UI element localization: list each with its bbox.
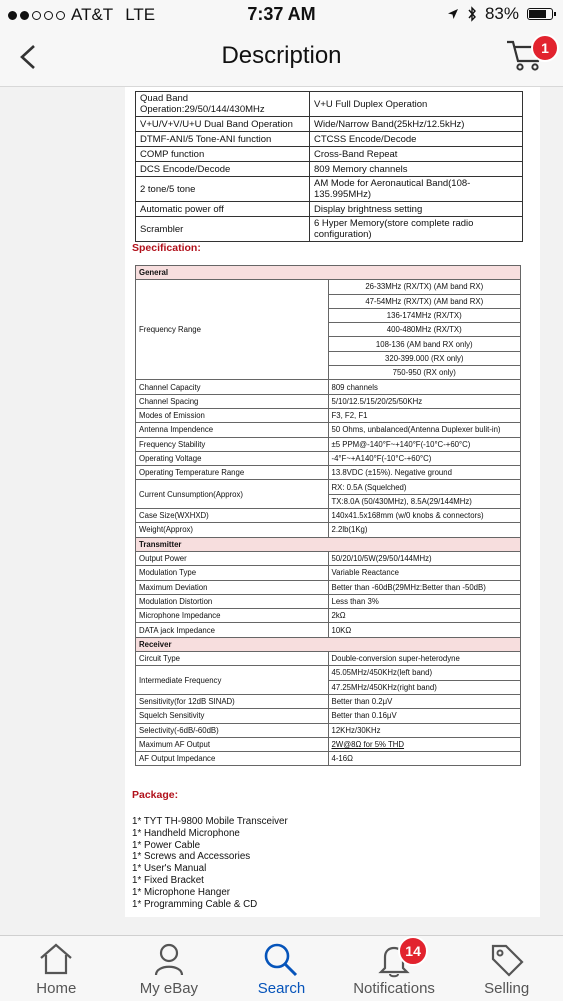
tab-notifications[interactable] xyxy=(338,936,451,1001)
feature-left: DTMF-ANI/5 Tone-ANI function xyxy=(136,132,310,147)
spec-label: Channel Spacing xyxy=(136,394,329,408)
frequency-range-value: 47-54MHz (RX/TX) (AM band RX) xyxy=(328,294,521,308)
package-title: Package: xyxy=(132,789,179,801)
tab-my-ebay-label: My eBay xyxy=(139,980,199,997)
spec-row xyxy=(136,723,521,737)
spec-row xyxy=(136,566,521,580)
intermediate-frequency-value: 45.05MHz/450KHz(left band) xyxy=(328,666,521,680)
feature-left: V+U/V+V/U+U Dual Band Operation xyxy=(136,117,310,132)
feature-row xyxy=(136,162,523,177)
package-item: 1* Microphone Hanger xyxy=(132,886,231,898)
bluetooth-icon xyxy=(467,6,477,22)
spec-row xyxy=(136,408,521,422)
spec-value: -4°F~+A140°F(-10°C-+60°C) xyxy=(328,451,521,465)
feature-row xyxy=(136,92,523,117)
spec-row xyxy=(136,737,521,751)
spec-row xyxy=(136,423,521,437)
cart-count-badge: 1 xyxy=(531,34,559,62)
spec-value: 2kΩ xyxy=(328,609,521,623)
navigation-bar xyxy=(0,30,563,87)
feature-right: CTCSS Encode/Decode xyxy=(310,132,523,147)
tab-search-label: Search xyxy=(257,980,306,997)
carrier-label: AT&T xyxy=(71,5,114,24)
feature-right: AM Mode for Aeronautical Band(108-135.995MHz) xyxy=(310,177,523,202)
specification-table xyxy=(135,265,521,766)
spec-row xyxy=(136,580,521,594)
spec-row xyxy=(136,466,521,480)
tab-my-ebay[interactable] xyxy=(113,936,226,1001)
feature-right: Cross-Band Repeat xyxy=(310,147,523,162)
spec-value: 50/20/10/5W(29/50/144MHz) xyxy=(328,551,521,565)
description-content xyxy=(125,87,540,917)
feature-left: Quad Band Operation:29/50/144/430MHz xyxy=(136,92,310,117)
frequency-range-value: 400-480MHz (RX/TX) xyxy=(328,323,521,337)
spec-row xyxy=(136,523,521,537)
package-item: 1* User's Manual xyxy=(132,863,207,875)
search-icon xyxy=(263,942,299,978)
feature-row xyxy=(136,202,523,217)
spec-label: Circuit Type xyxy=(136,652,329,666)
package-item: 1* Fixed Bracket xyxy=(132,874,204,886)
feature-row xyxy=(136,177,523,202)
home-icon xyxy=(38,942,74,976)
current-consumption-value: RX: 0.5A (Squelched) xyxy=(328,480,521,494)
spec-value: Variable Reactance xyxy=(328,566,521,580)
tab-home-label: Home xyxy=(36,980,77,997)
tab-home[interactable] xyxy=(0,936,113,1001)
spec-label: Modulation Distortion xyxy=(136,594,329,608)
package-item: 1* Screws and Accessories xyxy=(132,851,251,863)
feature-left: COMP function xyxy=(136,147,310,162)
spec-row xyxy=(136,623,521,637)
spec-value: F3, F2, F1 xyxy=(328,408,521,422)
package-item: 1* Programming Cable & CD xyxy=(132,898,258,910)
spec-value: 50 Ohms, unbalanced(Antenna Duplexer bulit-in) xyxy=(328,423,521,437)
frequency-range-value: 136-174MHz (RX/TX) xyxy=(328,308,521,322)
package-item: 1* Power Cable xyxy=(132,839,201,851)
frequency-range-value: 320-399.000 (RX only) xyxy=(328,351,521,365)
feature-row xyxy=(136,132,523,147)
spec-label: Maximum Deviation xyxy=(136,580,329,594)
spec-label: Sensitivity(for 12dB SINAD) xyxy=(136,694,329,708)
spec-value: Better than 0.16μV xyxy=(328,709,521,723)
spec-label: Weight(Approx) xyxy=(136,523,329,537)
receiver-header: Receiver xyxy=(136,637,521,651)
current-consumption-value: TX:8.0A (50/430MHz), 8.5A(29/144MHz) xyxy=(328,494,521,508)
feature-right: 809 Memory channels xyxy=(310,162,523,177)
page-title: Description xyxy=(221,42,342,69)
feature-right: Display brightness setting xyxy=(310,202,523,217)
spec-value: 13.8VDC (±15%). Negative ground xyxy=(328,466,521,480)
spec-label: DATA jack Impedance xyxy=(136,623,329,637)
spec-label: Modes of Emission xyxy=(136,408,329,422)
feature-row xyxy=(136,117,523,132)
spec-label: Antenna Impendence xyxy=(136,423,329,437)
cart-button[interactable] xyxy=(505,36,549,79)
status-bar xyxy=(0,0,563,30)
battery-percent: 83% xyxy=(484,4,519,23)
spec-row xyxy=(136,594,521,608)
spec-value: 10KΩ xyxy=(328,623,521,637)
feature-left: Scrambler xyxy=(136,217,310,242)
spec-label: Output Power xyxy=(136,551,329,565)
spec-value: 5/10/12.5/15/20/25/50KHz xyxy=(328,394,521,408)
spec-label: Squelch Sensitivity xyxy=(136,709,329,723)
features-table xyxy=(135,91,523,242)
intermediate-frequency-label: Intermediate Frequency xyxy=(136,666,329,695)
package-item: 1* Handheld Microphone xyxy=(132,827,240,839)
spec-row xyxy=(136,380,521,394)
feature-right: V+U Full Duplex Operation xyxy=(310,92,523,117)
feature-right: Wide/Narrow Band(25kHz/12.5kHz) xyxy=(310,117,523,132)
spec-row xyxy=(136,437,521,451)
spec-label: Microphone Impedance xyxy=(136,609,329,623)
spec-label: Case Size(WXHXD) xyxy=(136,509,329,523)
spec-value: ±5 PPM@-140°F~+140°F(-10°C-+60°C) xyxy=(328,437,521,451)
spec-value: 140x41.5x168mm (w/0 knobs & connectors) xyxy=(328,509,521,523)
frequency-range-value: 750-950 (RX only) xyxy=(328,366,521,380)
feature-row xyxy=(136,147,523,162)
spec-value: Better than 0.2μV xyxy=(328,694,521,708)
tab-bar xyxy=(0,935,563,1001)
intermediate-frequency-value: 47.25MHz/450KHz(right band) xyxy=(328,680,521,694)
battery-icon xyxy=(527,8,553,20)
spec-row xyxy=(136,709,521,723)
spec-label: Selectivity(-6dB/-60dB) xyxy=(136,723,329,737)
spec-row xyxy=(136,394,521,408)
spec-row xyxy=(136,609,521,623)
specification-title: Specification: xyxy=(132,242,201,254)
spec-value: 4-16Ω xyxy=(328,752,521,766)
spec-row xyxy=(136,652,521,666)
network-label: LTE xyxy=(125,5,156,24)
feature-row xyxy=(136,217,523,242)
spec-row xyxy=(136,551,521,565)
package-list xyxy=(132,816,288,910)
tab-selling[interactable] xyxy=(450,936,563,1001)
spec-label: AF Output Impedance xyxy=(136,752,329,766)
spec-label: Channel Capacity xyxy=(136,380,329,394)
spec-value: 2W@8Ω for 5% THD xyxy=(328,737,521,751)
feature-left: Automatic power off xyxy=(136,202,310,217)
general-header: General xyxy=(136,266,521,280)
person-icon xyxy=(153,942,185,976)
transmitter-header: Transmitter xyxy=(136,537,521,551)
notifications-badge: 14 xyxy=(398,936,428,966)
location-icon xyxy=(447,8,459,20)
spec-row xyxy=(136,694,521,708)
spec-value: Less than 3% xyxy=(328,594,521,608)
spec-value: Better than -60dB(29MHz:Better than -50dB) xyxy=(328,580,521,594)
tab-notifications-label: Notifications xyxy=(353,980,435,997)
spec-row xyxy=(136,509,521,523)
frequency-range-value: 108-136 (AM band RX only) xyxy=(328,337,521,351)
spec-label: Maximum AF Output xyxy=(136,737,329,751)
tag-icon xyxy=(489,942,525,978)
spec-label: Operating Voltage xyxy=(136,451,329,465)
clock: 7:37 AM xyxy=(247,4,316,24)
current-consumption-label: Current Cunsumption(Approx) xyxy=(136,480,329,509)
feature-left: 2 tone/5 tone xyxy=(136,177,310,202)
spec-row xyxy=(136,451,521,465)
spec-row xyxy=(136,752,521,766)
frequency-range-value: 26-33MHz (RX/TX) (AM band RX) xyxy=(328,280,521,294)
package-item: 1* TYT TH-9800 Mobile Transceiver xyxy=(132,816,288,827)
spec-label: Operating Temperature Range xyxy=(136,466,329,480)
feature-left: DCS Encode/Decode xyxy=(136,162,310,177)
feature-right: 6 Hyper Memory(store complete radio configuration) xyxy=(310,217,523,242)
tab-search[interactable] xyxy=(225,936,338,1001)
spec-value: 2.2lb(1Kg) xyxy=(328,523,521,537)
spec-value: Double-conversion super-heterodyne xyxy=(328,652,521,666)
frequency-range-label: Frequency Range xyxy=(136,280,329,380)
spec-label: Modulation Type xyxy=(136,566,329,580)
spec-label: Frequency Stability xyxy=(136,437,329,451)
tab-selling-label: Selling xyxy=(484,980,530,997)
spec-value: 809 channels xyxy=(328,380,521,394)
spec-value: 12KHz/30KHz xyxy=(328,723,521,737)
